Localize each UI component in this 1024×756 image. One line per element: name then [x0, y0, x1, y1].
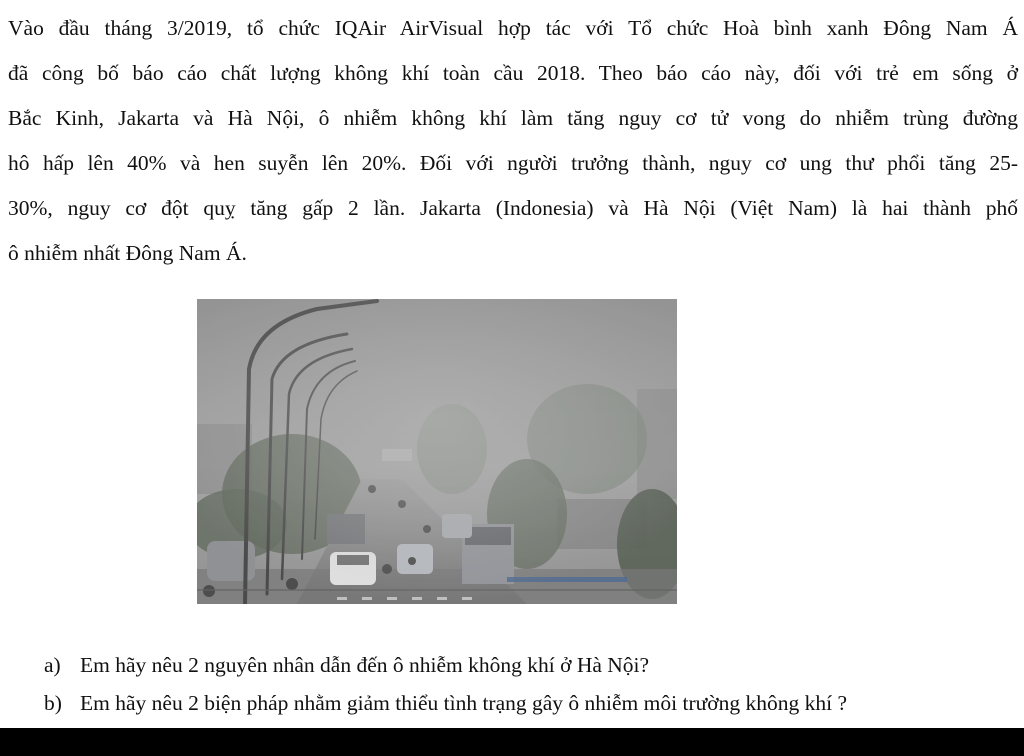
photo-illustration	[197, 299, 677, 604]
question-b	[44, 684, 847, 722]
paragraph-line: Vào đầu tháng 3/2019, tổ chức IQAir AirVisual hợp tác với Tổ chức Hoà bình xanh Đông Nam Á	[8, 16, 1018, 40]
question-a	[44, 646, 847, 684]
paragraph-line: hô hấp lên 40% và hen suyễn lên 20%. Đối với người trưởng thành, nguy cơ ung thư phổi tăng 25-	[8, 151, 1018, 175]
paragraph-line: đã công bố báo cáo chất lượng không khí toàn cầu 2018. Theo báo cáo này, đối với trẻ em sống ở	[8, 61, 1018, 85]
paragraph-line: Bắc Kinh, Jakarta và Hà Nội, ô nhiễm không khí làm tăng nguy cơ tử vong do nhiễm trùng đường	[8, 106, 1018, 130]
question-marker: a)	[44, 653, 61, 677]
question-text: Em hãy nêu 2 biện pháp nhằm giảm thiểu tình trạng gây ô nhiễm môi trường không khí ?	[80, 691, 848, 715]
bottom-black-bar	[0, 728, 1024, 756]
smog-street-photo	[197, 299, 677, 604]
paragraph-line: ô nhiễm nhất Đông Nam Á.	[8, 241, 247, 265]
question-marker: b)	[44, 691, 62, 715]
question-text: Em hãy nêu 2 nguyên nhân dẫn đến ô nhiễm không khí ở Hà Nội?	[80, 653, 650, 677]
intro-paragraph	[8, 6, 1018, 276]
question-list	[44, 646, 847, 722]
paragraph-line: 30%, nguy cơ đột quỵ tăng gấp 2 lần. Jakarta (Indonesia) và Hà Nội (Việt Nam) là hai thành phố	[8, 196, 1018, 220]
